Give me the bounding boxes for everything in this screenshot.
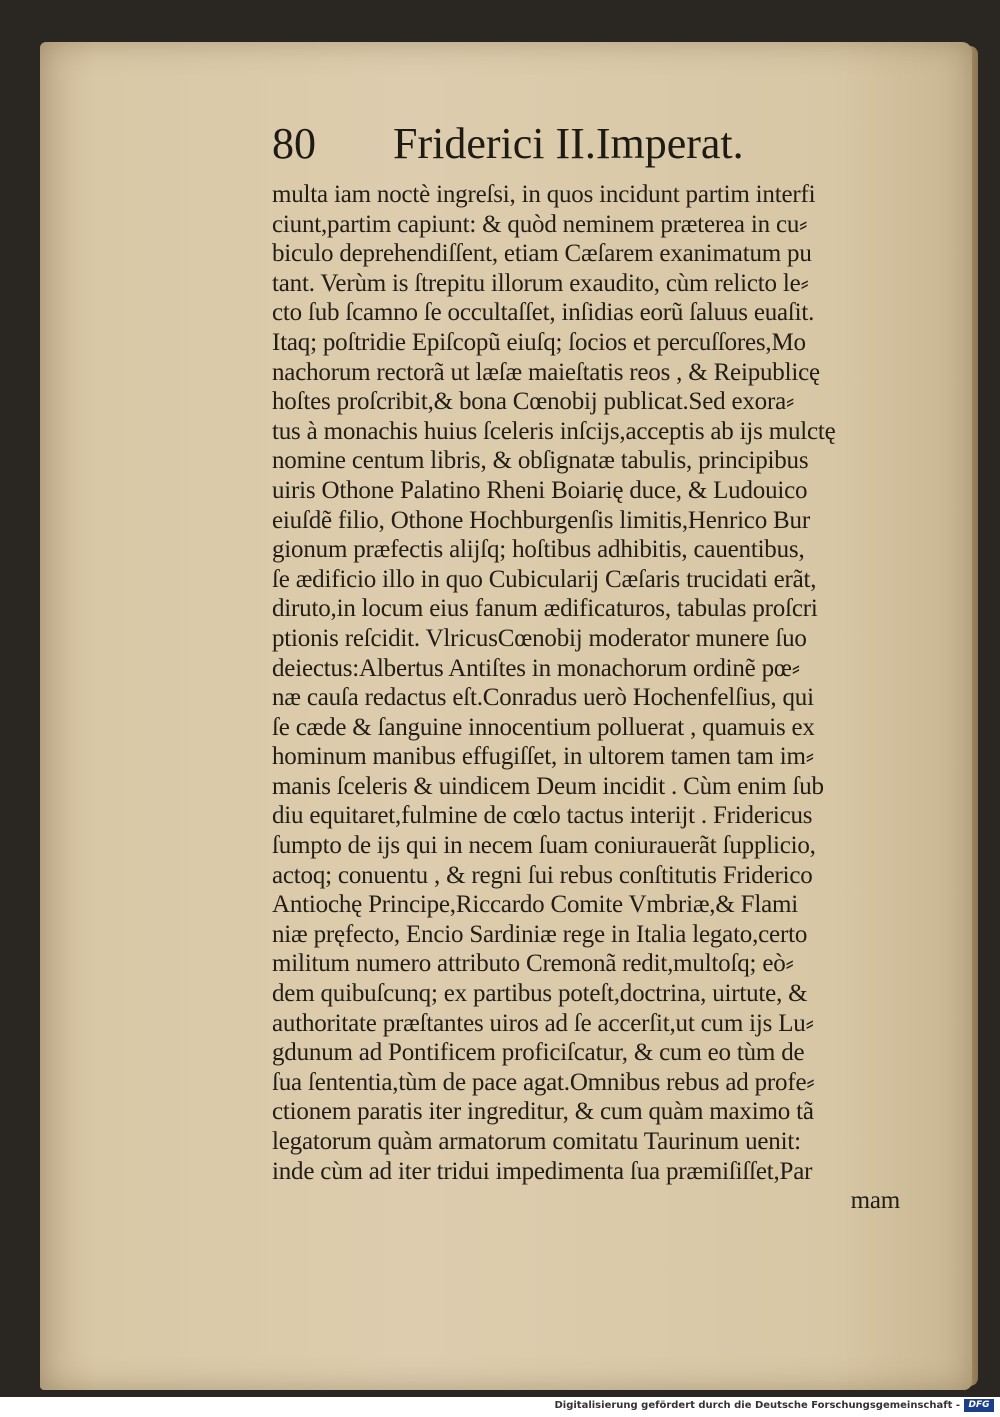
funding-credit: Digitalisierung gefördert durch die Deutsche Forschungsgemeinschaft - [554,1400,960,1411]
text-line: eiuſdẽ filio, Othone Hochburgenſis limitis,Henrico Bur [272,506,810,534]
text-line: dem quibuſcunq; ex partibus poteſt,doctrina, uirtute, & [272,980,808,1008]
text-line: diu equitaret,fulmine de cœlo tactus interijt . Fridericus [272,802,813,830]
text-line: ſua ſententia,tùm de pace agat.Omnibus rebus ad profe⸗ [272,1068,815,1096]
text-line: gdunum ad Pontificem proficiſcatur, & cum eo tùm de [272,1039,805,1067]
text-line: nomine centum libris, & obſignatæ tabulis, principibus [272,447,809,475]
text-line: biculo deprehendiſſent, etiam Cæſarem exanimatum pu [272,240,812,268]
text-line: ptionis reſcidit. VlricusCœnobij moderator munere ſuo [272,624,807,652]
text-line: militum numero attributo Cremonã redit,multoſq; eò⸗ [272,950,794,978]
catchword: mam [850,1187,900,1215]
text-line: Antiochę Principe,Riccardo Comite Vmbriæ,& Flami [272,891,798,919]
running-title: Friderici II.Imperat. [393,119,744,168]
page-number: 80 [272,119,316,168]
text-line: hominum manibus effugiſſet, in ultorem tamen tam im⸗ [272,743,814,771]
text-line: niæ pręfecto, Encio Sardiniæ rege in Italia legato,certo [272,920,808,948]
text-line: inde cùm ad iter tridui impedimenta ſua præmiſiſſet,Par [272,1157,813,1185]
text-line: ſe cæde & ſanguine innocentium polluerat , quamuis ex [272,713,815,741]
text-line: actoq; conuentu , & regni ſui rebus conſtitutis Friderico [272,861,813,889]
text-line: næ cauſa redactus eſt.Conradus uerò Hochenfelſius, qui [272,684,814,712]
text-line: gionum præfectis alijſq; hoſtibus adhibitis, cauentibus, [272,536,805,564]
body-text [272,180,900,1216]
text-line: authoritate præſtantes uiros ad ſe accerſit,ut cum ijs Lu⸗ [272,1009,814,1037]
text-line: uiris Othone Palatino Rheni Boiarię duce, & Ludouico [272,476,808,504]
text-line: ctionem paratis iter ingreditur, & cum quàm maximo tã [272,1098,814,1126]
text-line: multa iam noctè ingreſsi, in quos incidunt partim interfi [272,181,816,208]
text-line: nachorum rectorã ut læſæ maieſtatis reos , & Reipublicę [272,358,820,386]
text-line: diruto,in locum eius fanum ædificaturos, tabulas proſcri [272,595,818,623]
text-line: ſe ædificio illo in quo Cubicularij Cæſaris trucidati erãt, [272,565,817,593]
page-header [272,118,912,178]
text-line: ſumpto de ijs qui in necem ſuam coniurauerãt ſupplicio, [272,832,816,860]
text-line: manis ſceleris & uindicem Deum incidit . Cùm enim ſub [272,772,824,800]
text-line: tus à monachis huius ſceleris inſcijs,acceptis ab ijs mulctę [272,417,836,445]
text-line: tant. Verùm is ſtrepitu illorum exaudito, cùm relicto le⸗ [272,269,809,297]
text-line: deiectus:Albertus Antiſtes in monachorum ordinẽ pœ⸗ [272,654,800,682]
text-line: Itaq; poſtridie Epiſcopũ eiuſq; ſocios et percuſſores,Mo [272,328,806,356]
text-line: legatorum quàm armatorum comitatu Taurinum uenit: [272,1128,801,1155]
dfg-logo: DFG [964,1399,994,1412]
text-line: hoſtes proſcribit,& bona Cœnobij publicat.Sed exora⸗ [272,388,795,416]
text-line: ciunt,partim capiunt: & quòd neminem præterea in cu⸗ [272,210,808,238]
text-line: cto ſub ſcamno ſe occultaſſet, inſidias eorũ ſaluus euaſit. [272,299,815,327]
